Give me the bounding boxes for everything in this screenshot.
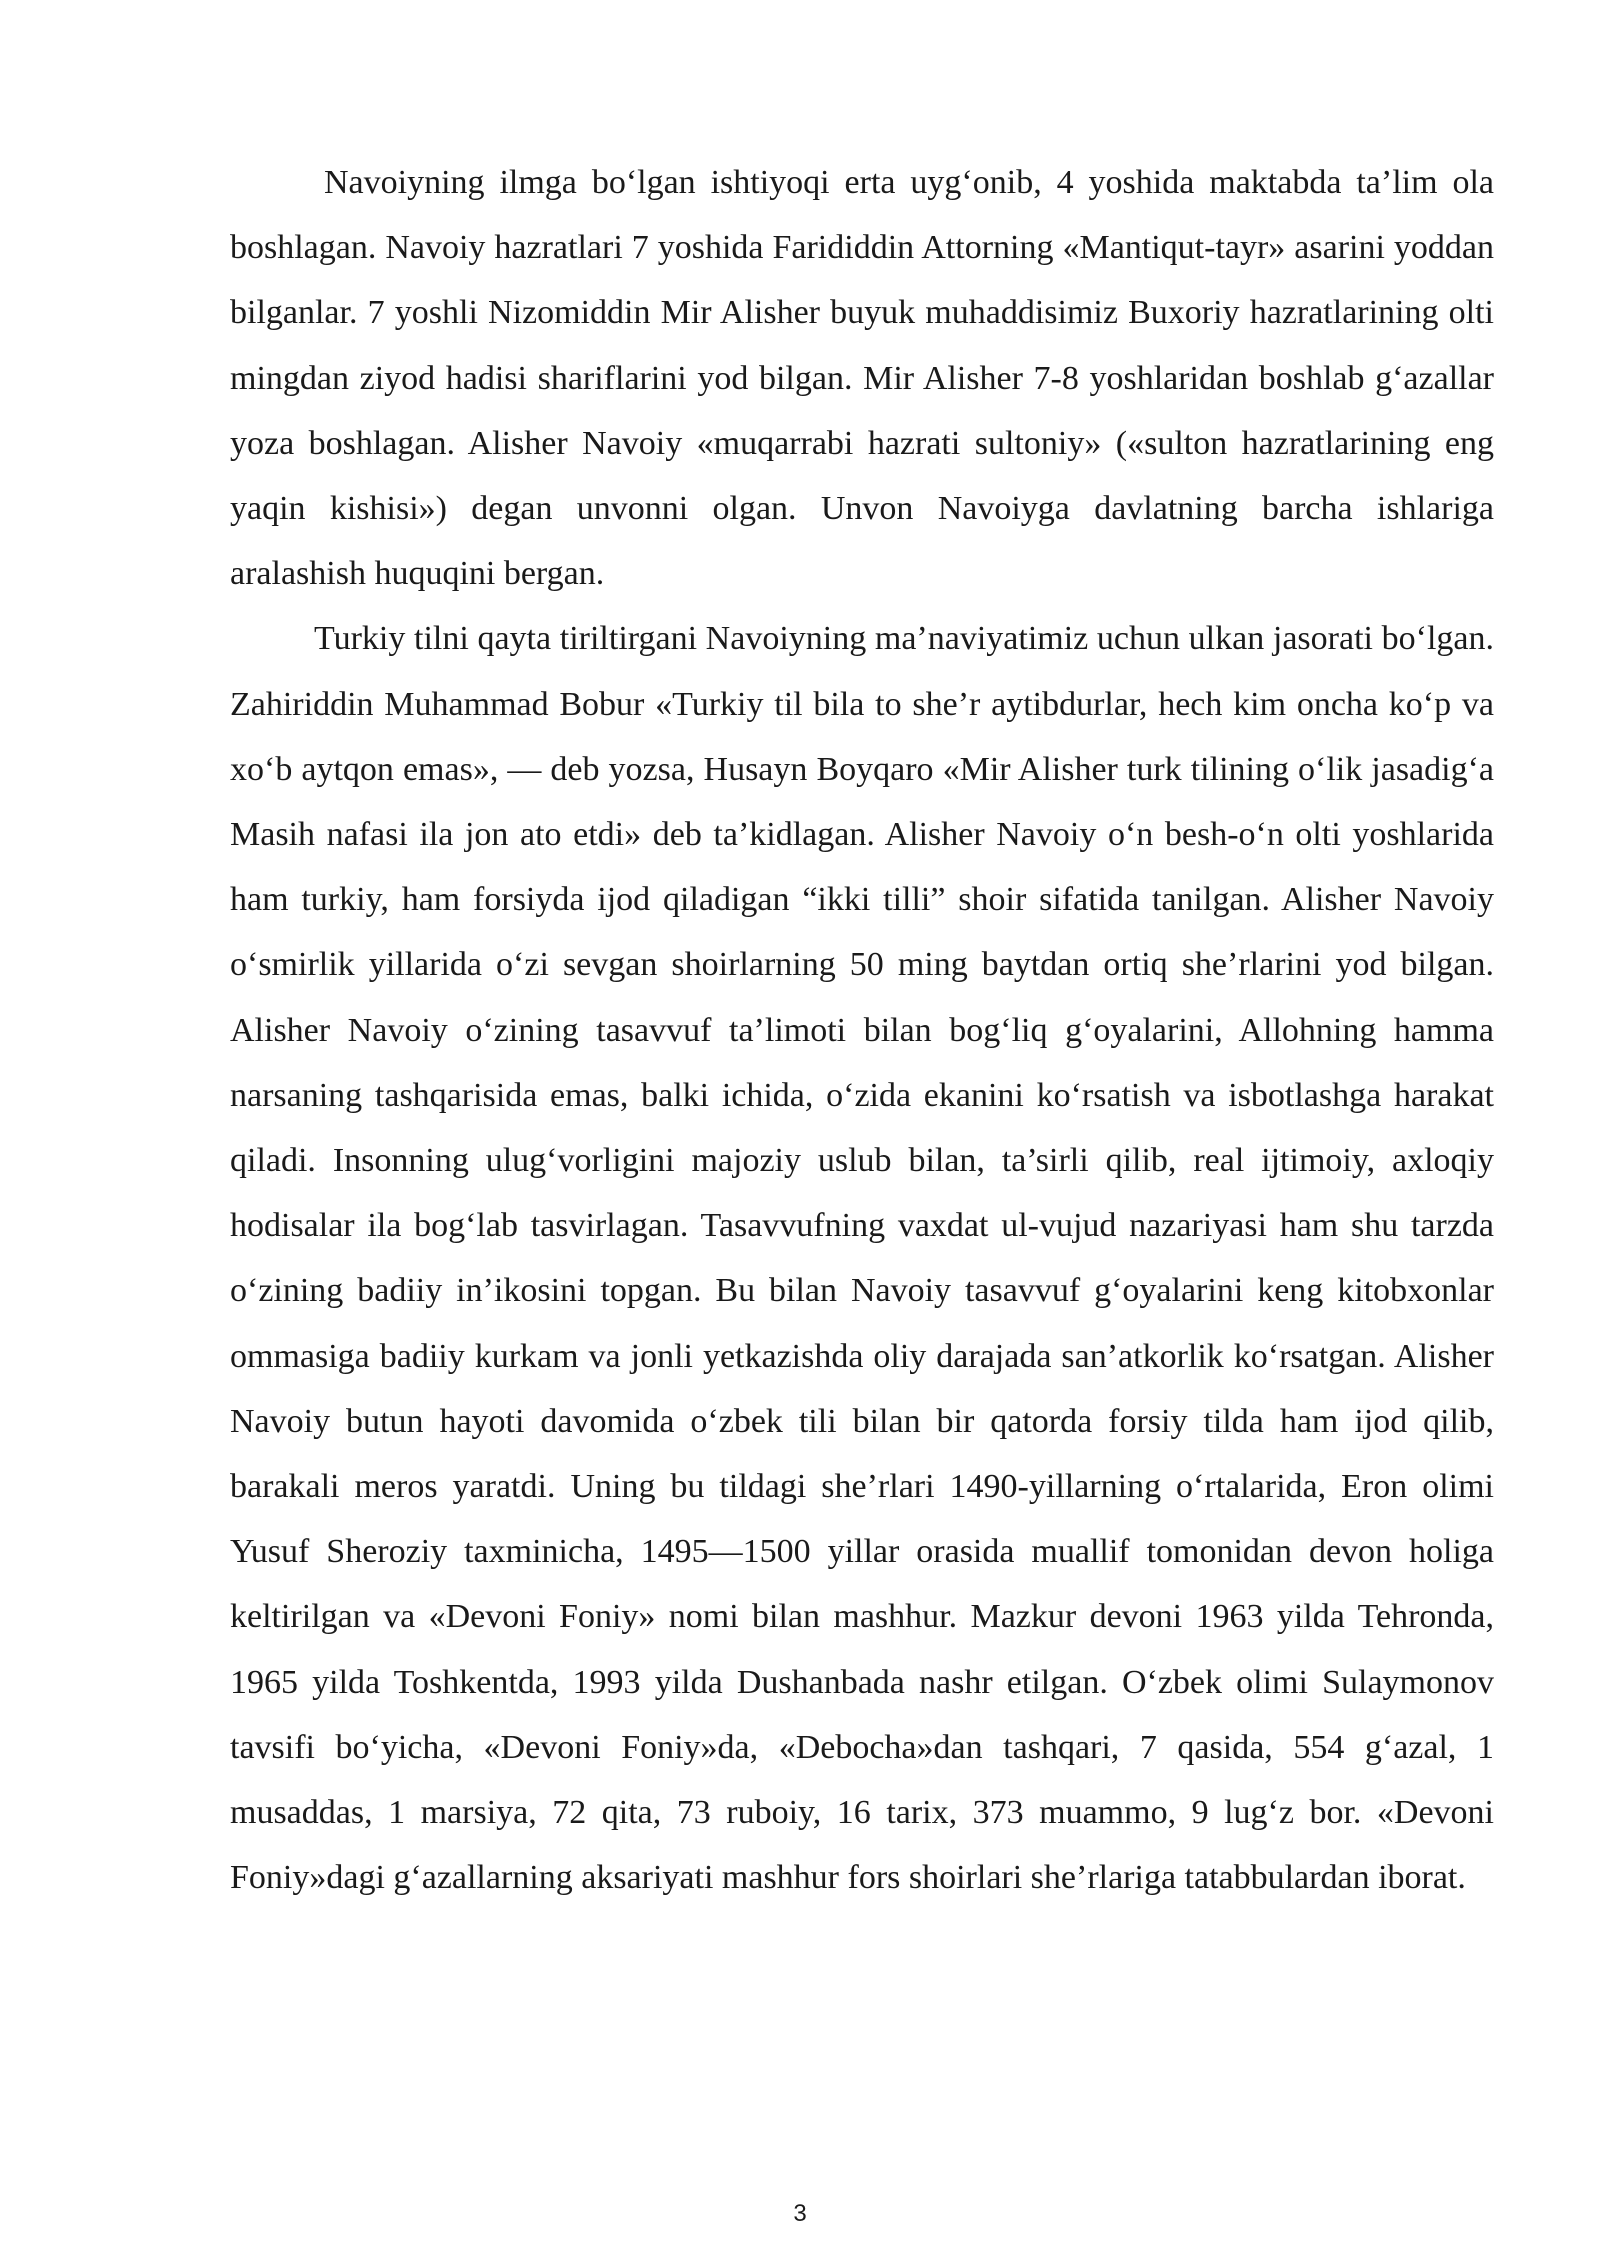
paragraph-1: Navoiyning ilmga bo‘lgan ishtiyoqi erta uyg‘onib, 4 yoshida maktabda ta’lim ola boshlagan. Navoiy hazratlari 7 yoshida Farididdin Attorning «Mantiqut-tayr» asarini yoddan bilganlar. 7 yoshli Nizomiddin Mir Alisher buyuk muhaddisimiz Buxoriy hazratlarining olti mingdan ziyod hadisi shariflarini yod bilgan. Mir Alisher 7-8 yoshlaridan boshlab g‘azallar yoza boshlagan. Alisher Navoiy «muqarrabi hazrati sultoniy» («sulton hazratlarining eng yaqin kishisi») degan unvonni olgan. Unvon Navoiyga davlatning barcha ishlariga aralashish huquqini bergan.	[230, 164, 1494, 593]
paragraph-2: Turkiy tilni qayta tiriltirgani Navoiyning ma’naviyatimiz uchun ulkan jasorati bo‘lgan. Zahiriddin Muhammad Bobur «Turkiy til bila to she’r aytibdurlar, hech kim oncha ko‘p va xo‘b aytqon emas», — deb yozsa, Husayn Boyqaro «Mir Alisher turk tilining o‘lik jasadig‘a Masih nafasi ila jon ato etdi» deb ta’kidlagan. Alisher Navoiy o‘n besh-o‘n olti yoshlarida ham turkiy, ham forsiyda ijod qiladigan “ikki tilli” shoir sifatida tanilgan. Alisher Navoiy o‘smirlik yillarida o‘zi sevgan shoirlarning 50 ming baytdan ortiq she’rlarini yod bilgan. Alisher Navoiy o‘zining tasavvuf ta’limoti bilan bog‘liq g‘oyalarini, Allohning hamma narsaning tashqarisida emas, balki ichida, o‘zida ekanini ko‘rsatish va isbotlashga harakat qiladi. Insonning ulug‘vorligini majoziy uslub bilan, ta’sirli qilib, real ijtimoiy, axloqiy hodisalar ila bog‘lab tasvirlagan. Tasavvufning vaxdat ul-vujud nazariyasi ham shu tarzda o‘zining badiiy in’ikosini topgan. Bu bilan Navoiy tasavvuf g‘oyalarini keng kitobxonlar ommasiga badiiy kurkam va jonli yetkazishda oliy darajada san’atkorlik ko‘rsatgan. Alisher Navoiy butun hayoti davomida o‘zbek tili bilan bir qatorda forsiy tilda ham ijod qilib, barakali meros yaratdi. Uning bu tildagi she’rlari 1490-yillarning o‘rtalarida, Eron olimi Yusuf Sheroziy taxminicha, 1495—1500 yillar orasida muallif tomonidan devon holiga keltirilgan va «Devoni Foniy» nomi bilan mashhur. Mazkur devoni 1963 yilda Tehronda, 1965 yilda Toshkentda, 1993 yilda Dushanbada nashr etilgan. O‘zbek olimi Sulaymonov tavsifi bo‘yicha, «Devoni Foniy»da, «Debocha»dan tashqari, 7 qasida, 554 g‘azal, 1 musaddas, 1 marsiya, 72 qita, 73 ruboiy, 16 tarix, 373 muammo, 9 lug‘z bor. «Devoni Foniy»dagi g‘azallarning aksariyati mashhur fors shoirlari she’rlariga tatabbulardan iborat.	[230, 620, 1494, 1897]
page-number: 3	[793, 2200, 807, 2227]
document-body	[230, 150, 1494, 1910]
